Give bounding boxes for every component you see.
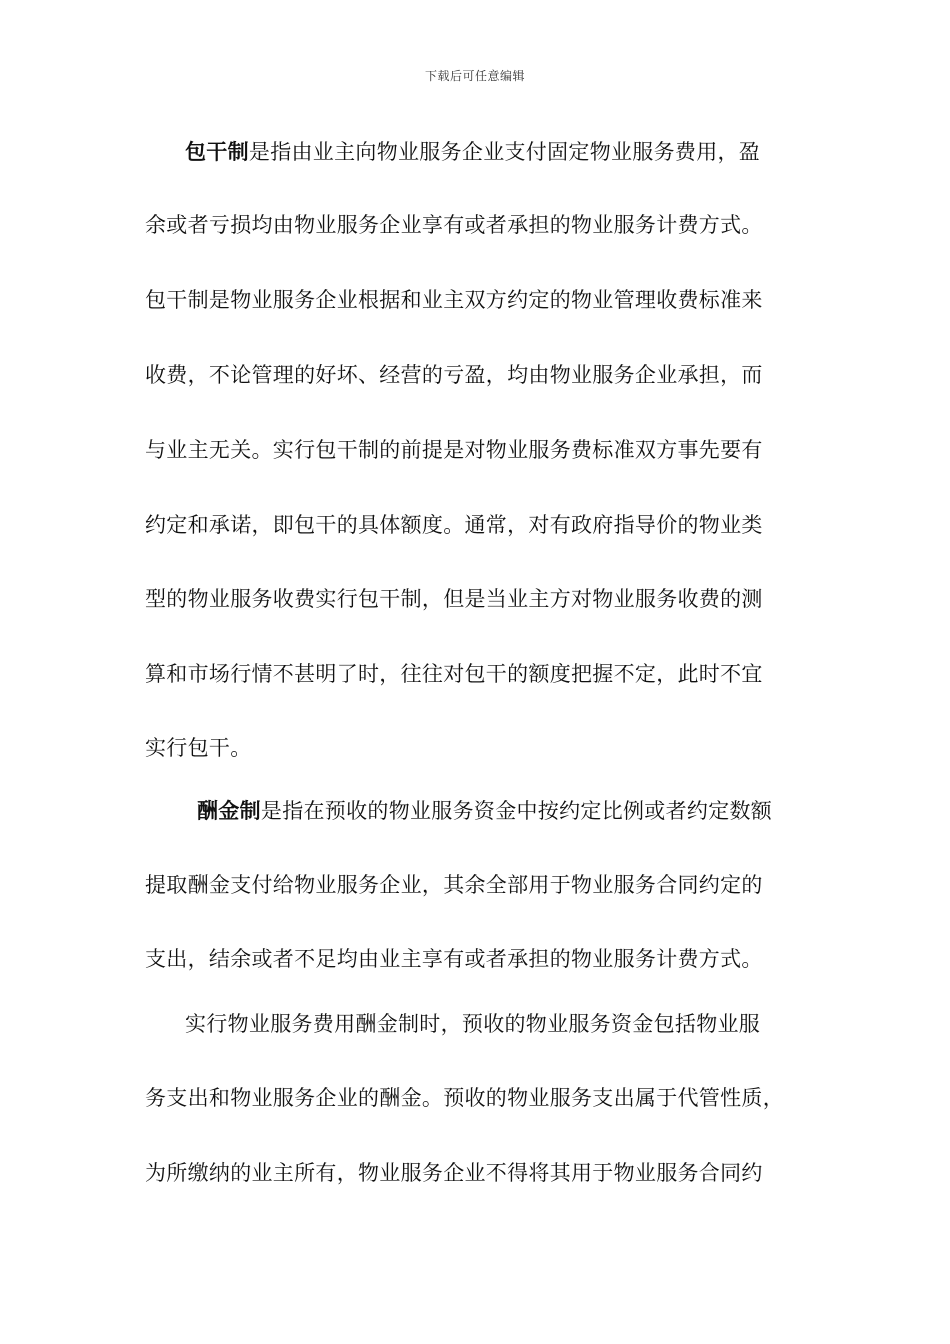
paragraph-2-line-3: 支出，结余或者不足均由业主享有或者承担的物业服务计费方式。 <box>145 947 763 971</box>
paragraph-1-line-9: 实行包干。 <box>145 736 252 760</box>
paragraph-1-line-1-text: 是指由业主向物业服务企业支付固定物业服务费用，盈 <box>248 140 761 164</box>
paragraph-1-line-1 <box>185 138 760 166</box>
paragraph-1-line-7: 型的物业服务收费实行包干制，但是当业主方对物业服务收费的测 <box>145 587 763 611</box>
term-baoganzhi: 包干制 <box>185 140 249 164</box>
paragraph-3-line-3: 为所缴纳的业主所有，物业服务企业不得将其用于物业服务合同约 <box>145 1161 763 1185</box>
paragraph-1-line-2: 余或者亏损均由物业服务企业享有或者承担的物业服务计费方式。 <box>145 213 763 237</box>
paragraph-2-line-1-text: 是指在预收的物业服务资金中按约定比例或者约定数额 <box>260 799 773 823</box>
paragraph-3-line-2: 务支出和物业服务企业的酬金。预收的物业服务支出属于代管性质， <box>145 1086 784 1110</box>
paragraph-1-line-4: 收费，不论管理的好坏、经营的亏盈，均由物业服务企业承担，而 <box>145 363 763 387</box>
term-choujinzhi: 酬金制 <box>197 799 261 823</box>
paragraph-2-line-1 <box>197 797 772 825</box>
paragraph-1-line-5: 与业主无关。实行包干制的前提是对物业服务费标准双方事先要有 <box>145 438 763 462</box>
paragraph-2-line-2: 提取酬金支付给物业服务企业，其余全部用于物业服务合同约定的 <box>145 873 763 897</box>
download-edit-note: 下载后可任意编辑 <box>424 69 525 83</box>
paragraph-1-line-8: 算和市场行情不甚明了时，往往对包干的额度把握不定，此时不宜 <box>145 662 763 686</box>
paragraph-1-line-3: 包干制是物业服务企业根据和业主双方约定的物业管理收费标准来 <box>145 288 763 312</box>
paragraph-3-line-1: 实行物业服务费用酬金制时，预收的物业服务资金包括物业服 <box>185 1012 761 1036</box>
paragraph-1-line-6: 约定和承诺，即包干的具体额度。通常，对有政府指导价的物业类 <box>145 513 763 537</box>
